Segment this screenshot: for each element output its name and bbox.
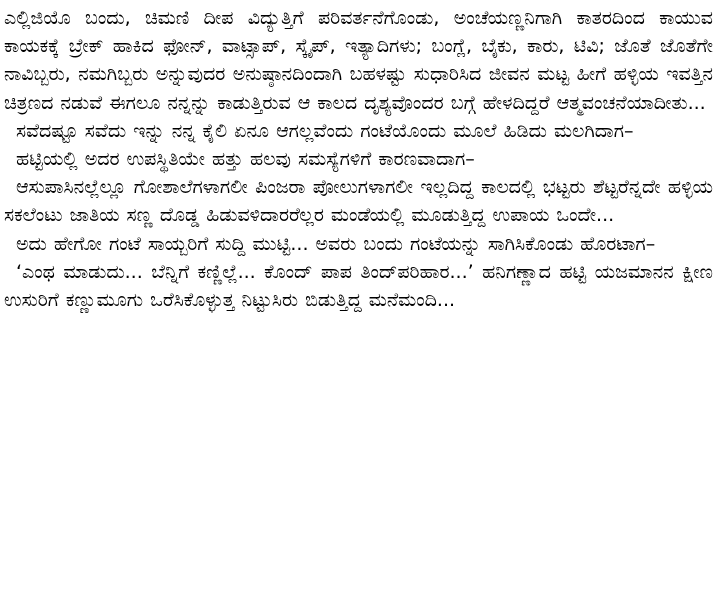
paragraph-shed-problems: ಹಟ್ಟಿಯಲ್ಲಿ ಅದರ ಉಪಸ್ಥಿತಿಯೇ ಹತ್ತು ಹಲವು ಸಮಸ್ಯೆಗಳಿಗೆ ಕಾರಣವಾದಾಗ–	[16, 148, 475, 171]
paragraph-sahib-takes-bell: ಅದು ಹೇಗೋ ಗಂಟೆ ಸಾಯ್ಬರಿಗೆ ಸುದ್ದಿ ಮುಟ್ಟಿ... ಅವರು ಬಂದು ಗಂಟೆಯನ್ನು ಸಾಗಿಸಿಕೊಂಡು ಹೊರಟಾಗ–	[16, 232, 656, 255]
paragraph-opening: ಎಲ್ಲಿಜಿಯೊ ಬಂದು, ಚಿಮಣಿ ದೀಪ ವಿದ್ಯುತ್ತಿಗೆ ಪರಿವರ್ತನೆಗೊಂಡು, ಅಂಚೆಯಣ್ಣನಿಗಾಗಿ ಕಾತರದಿಂದ ಕಾಯುವ ಕಾಯಕಕ್ಕೆ ಬ್ರೇಕ್ ಹಾಕಿದ ಫೋನ್, ವಾಟ್ಸಾಪ್, ಸ್ಕೈಪ್, ಇತ್ಯಾದಿಗಳು; ಬಂಗ್ಲೆ, ಬೈಕು, ಕಾರು, ಟಿವಿ; ಜೊತೆ ಜೊತೆಗೇ ನಾವಿಬ್ಬರು, ನಮಗಿಬ್ಬರು ಅನ್ನುವುದರ ಅನುಷ್ಠಾನದಿಂದಾಗಿ ಬಹಳಷ್ಟು ಸುಧಾರಿಸಿದ ಜೀವನ ಮಟ್ಟ ಹೀಗೆ ಹಳ್ಳಿಯ ಇವತ್ತಿನ ಚಿತ್ರಣದ ನಡುವೆ ಈಗಲೂ ನನ್ನನ್ನು ಕಾಡುತ್ತಿರುವ ಆ ಕಾಲದ ದೃಶ್ಯವೊಂದರ ಬಗ್ಗೆ ಹೇಳದಿದ್ದರೆ ಆತ್ಮವಂಚನೆಯಾದೀತು...	[4, 7, 713, 114]
paragraph-no-goshala: ಆಸುಪಾಸಿನಲ್ಲೆಲ್ಲೂ ಗೋಶಾಲೆಗಳಾಗಲೀ ಪಿಂಜರಾ ಪೋಲುಗಳಾಗಲೀ ಇಲ್ಲದಿದ್ದ ಕಾಲದಲ್ಲಿ ಭಟ್ಟರು ಶೆಟ್ಟರೆನ್ನದೇ ಹಳ್ಳಿಯ ಸಕಲೆಂಟು ಜಾತಿಯ ಸಣ್ಣ ದೊಡ್ಡ ಹಿಡುವಳಿದಾರರೆಲ್ಲರ ಮಂಡೆಯಲ್ಲಿ ಮೂಡುತ್ತಿದ್ದ ಉಪಾಯ ಒಂದೇ...	[4, 176, 713, 227]
paragraph-family-sighs: ‘ಎಂಥ ಮಾಡುದು... ಬೆನ್ನಿಗೆ ಕಣ್ಣಿಲ್ಲೆ... ಕೊಂದ್ ಪಾಪ ತಿಂದ್‌ಪರಿಹಾರ...’ ಹನಿಗಣ್ಣಾದ ಹಟ್ಟಿ ಯಜಮಾನನ ಕ್ಷೀಣ ಉಸುರಿಗೆ ಕಣ್ಣುಮೂಗು ಒರೆಸಿಕೊಳ್ಳುತ್ತ ನಿಟ್ಟುಸಿರು ಬಿಡುತ್ತಿದ್ದ ಮನೆಮಂದಿ...	[4, 260, 713, 312]
paragraph-bell-corner: ಸವೆದಷ್ಟೂ ಸವೆದು ಇನ್ನು ನನ್ನ ಕೈಲಿ ಏನೂ ಆಗಲ್ಲವೆಂದು ಗಂಟೆಯೊಂದು ಮೂಲೆ ಹಿಡಿದು ಮಲಗಿದಾಗ–	[16, 119, 634, 142]
